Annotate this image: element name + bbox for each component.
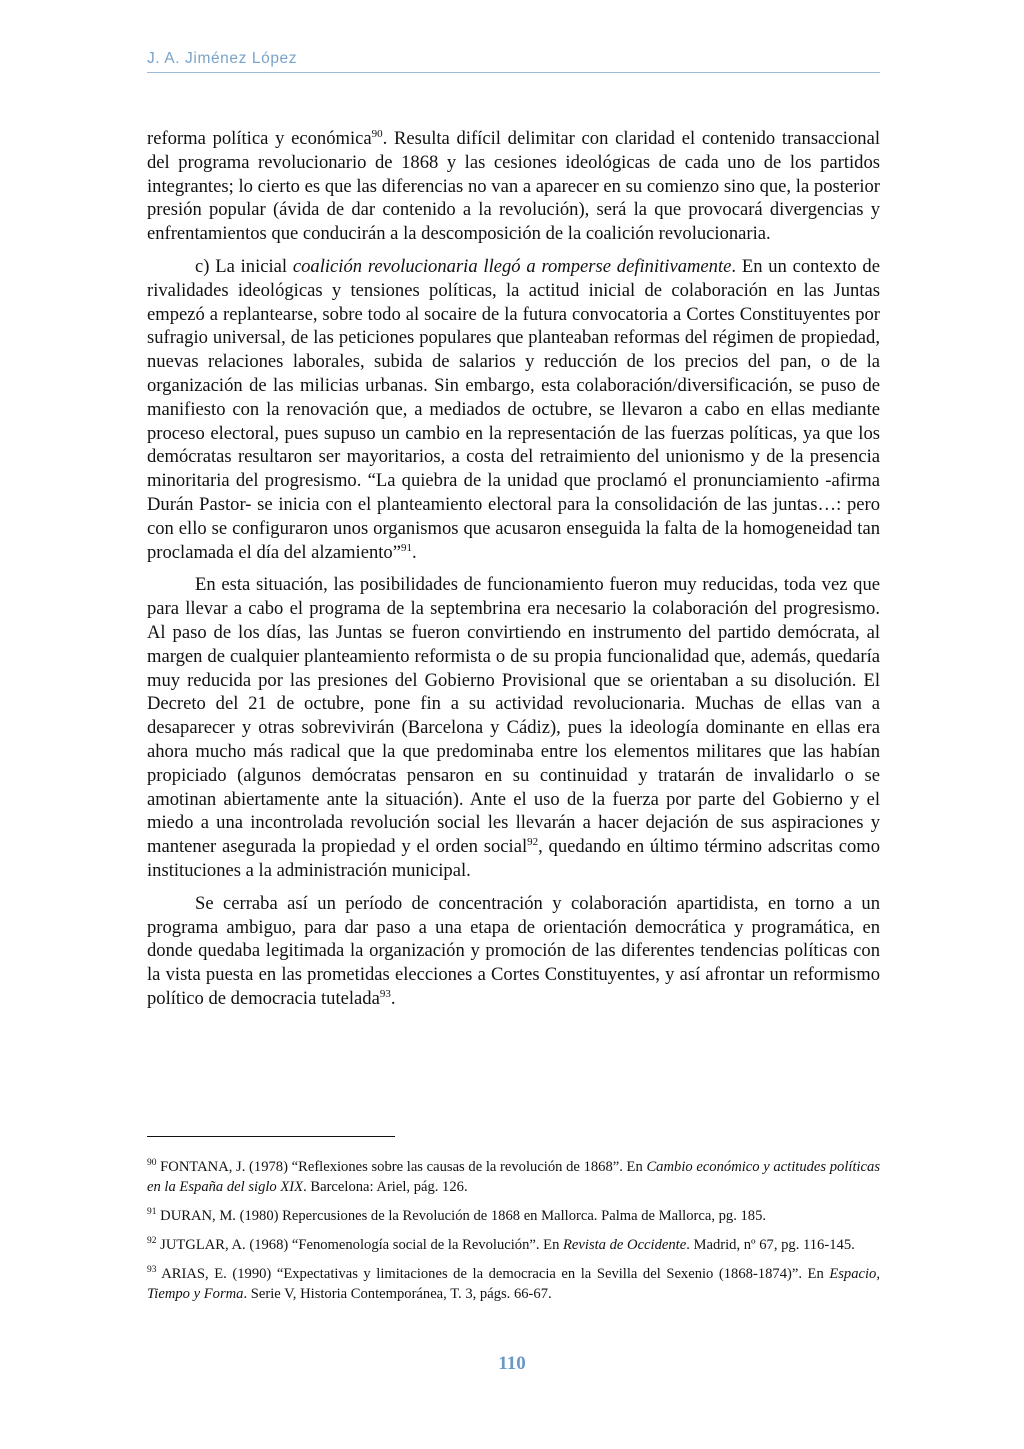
page-number: 110 bbox=[498, 1353, 526, 1374]
footnote-text: . Serie V, Historia Contemporánea, T. 3, págs. 66-67. bbox=[243, 1286, 552, 1302]
footnote-number: 90 bbox=[147, 1158, 157, 1169]
paragraph-text: Se cerraba así un período de concentración y colaboración apartidista, en torno a un programa ambiguo, para dar paso a una etapa de orientación democrática y programática, en donde quedaba legitimada la organización y promoción de las diferentes tendencias políticas con la vista puesta en las prometidas elecciones a Cortes Constituyentes, y así afrontar un reformismo político de democracia tutelada bbox=[147, 892, 880, 1009]
footnote-number: 92 bbox=[147, 1236, 157, 1247]
footnote-title: Espacio, Tiempo y Forma bbox=[147, 1266, 880, 1302]
paragraph-text: , quedando en último término adscritas como instituciones a la administración municipal. bbox=[147, 836, 881, 881]
footnote-ref[interactable]: 91 bbox=[401, 541, 412, 554]
paragraph-text: En esta situación, las posibilidades de funcionamiento fueron muy reducidas, toda vez que para llevar a cabo el programa de la septembrina era necesario la colaboración del progresismo. Al paso de los días, las Juntas se fueron convirtiendo en instrumento del partido demócrata, al margen de cualquier planteamiento reformista o de su propia funcionalidad que, además, quedaría muy reducida por las presiones del Gobierno Provisional que se orientaban a su disolución. El Decreto del 21 de octubre, pone fin a su actividad revolucionaria. Muchas de ellas van a desaparecer y otras sobrevivirán (Barcelona y Cádiz), pues la ideología dominante en ellas era ahora mucho más radical que la que predominaba entre los elementos militares que las habían propiciado (algunos demócratas pensaron en su continuidad y tratarán de invalidarlo o se amotinan abiertamente ante la situación). Ante el uso de la fuerza por parte del Gobierno y el miedo a una incontrolada revolución social les llevarán a hacer dejación de sus aspiraciones y mantener asegurada la propiedad y el orden social bbox=[147, 574, 880, 858]
paragraph-text: c) La inicial bbox=[195, 255, 293, 277]
footnote-title: Revista de Occidente bbox=[563, 1237, 687, 1253]
paragraph bbox=[147, 892, 880, 1011]
footnote bbox=[147, 1264, 880, 1304]
footnote-ref[interactable]: 93 bbox=[379, 987, 391, 1000]
footnote bbox=[147, 1235, 880, 1255]
paragraph-text: . Resulta difícil delimitar con claridad el contenido transaccional del programa revolucionario de 1868 y las cesiones ideológicas de cada uno de los partidos integrantes; lo cierto es que las diferencias no van a aparecer en su comienzo sino que, la posterior presión popular (ávida de dar contenido a la revolución), será la que provocará divergencias y enfrentamientos que conducirán a la descomposición de la coalición revolucionaria. bbox=[147, 128, 880, 245]
paragraph-text: . bbox=[412, 541, 417, 563]
paragraph bbox=[147, 255, 880, 564]
footnote-separator bbox=[147, 1136, 395, 1137]
paragraph-text: reforma política y económica bbox=[147, 128, 372, 149]
body-text bbox=[147, 127, 880, 1020]
emphasis-text: coalición revolucionaria llegó a romperse definitivamente bbox=[292, 255, 732, 277]
footnote bbox=[147, 1157, 880, 1197]
footnote-text: FONTANA, J. (1978) “Reflexiones sobre las causas de la revolución de 1868”. En bbox=[156, 1159, 647, 1175]
footnote bbox=[147, 1206, 880, 1226]
footnote-text: JUTGLAR, A. (1968) “Fenomenología social de la Revolución”. En bbox=[156, 1237, 564, 1253]
footnote-text: DURAN, M. (1980) Repercusiones de la Revolución de 1868 en Mallorca. Palma de Mallorca, pg. 185. bbox=[156, 1208, 767, 1224]
footnote-text: . Madrid, nº 67, pg. 116-145. bbox=[686, 1237, 855, 1253]
paragraph bbox=[147, 573, 880, 882]
footnote-title: Cambio económico y actitudes políticas en la España del siglo XIX bbox=[147, 1159, 881, 1195]
running-header bbox=[147, 50, 880, 68]
paragraph bbox=[147, 127, 880, 246]
footnote-ref[interactable]: 92 bbox=[527, 835, 539, 848]
header-author: J. A. Jiménez López bbox=[147, 50, 298, 67]
footnote-text: . Barcelona: Ariel, pág. 126. bbox=[303, 1179, 468, 1195]
footnote-number: 91 bbox=[147, 1207, 157, 1218]
footnote-text: ARIAS, E. (1990) “Expectativas y limitaciones de la democracia en la Sevilla del Sexenio (1868-1874)”. En bbox=[156, 1266, 830, 1282]
header-rule bbox=[147, 72, 880, 73]
footnote-ref[interactable]: 90 bbox=[371, 127, 383, 140]
footnote-number: 93 bbox=[147, 1265, 157, 1276]
paragraph-text: . bbox=[390, 987, 396, 1009]
paragraph-text: . En un contexto de rivalidades ideológicas y tensiones políticas, la actitud inicial de colaboración en las Juntas empezó a replantearse, sobre todo al socaire de la futura convocatoria a Cortes Constituyentes por sufragio universal, de las peticiones populares que planteaban reformas del régimen de propiedad, nuevas relaciones laborales, subida de salarios y reducción de los precios del pan, o de la organización de las milicias urbanas. Sin embargo, esta colaboración/diversificación, se puso de manifiesto con la renovación que, a mediados de octubre, se llevaron a cabo en ellas mediante proceso electoral, pues supuso un cambio en la representación de las fuerzas políticas, ya que los demócratas resultaron ser mayoritarios, a costa del retraimiento del unionismo y de la presencia minoritaria del progresismo. “La quiebra de la unidad que proclamó el pronunciamiento -afirma Durán Pastor- se inicia con el planteamiento electoral para la consolidación de las juntas…: pero con ello se configuraron unos organismos que acusaron enseguida la falta de la homogeneidad tan proclamada el día del alzamiento” bbox=[147, 255, 880, 563]
footnotes bbox=[147, 1157, 880, 1313]
